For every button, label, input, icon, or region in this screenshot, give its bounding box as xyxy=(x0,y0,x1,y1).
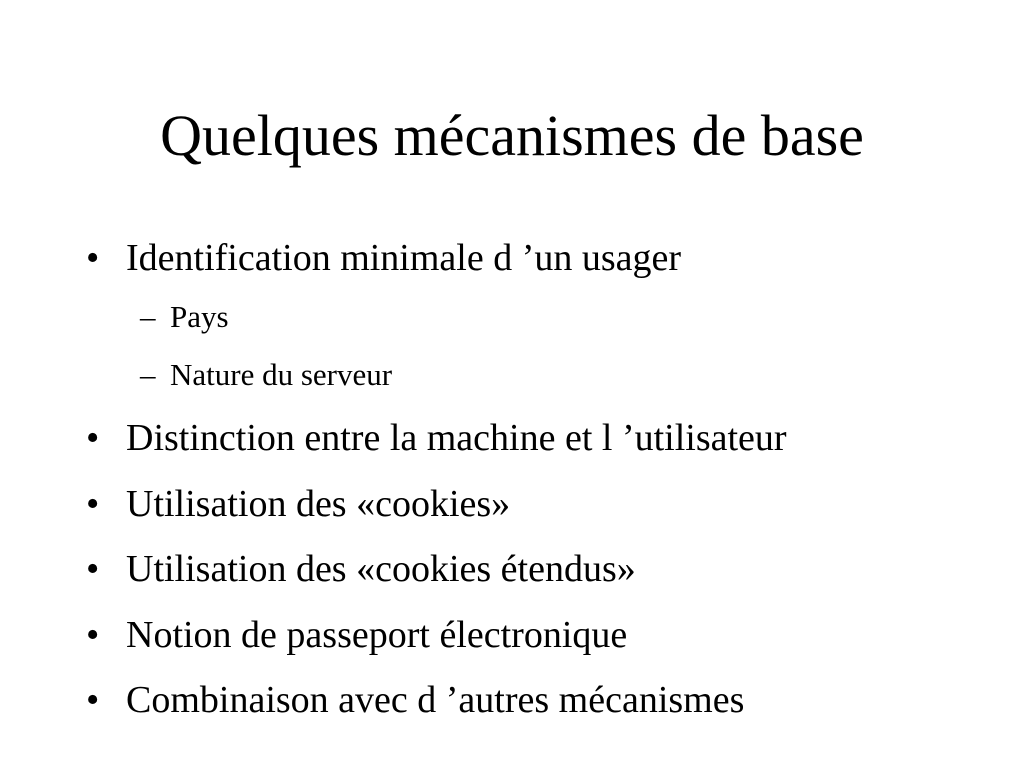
sub-bullet-item xyxy=(140,299,229,335)
bullet-item xyxy=(86,482,510,526)
bullet-item xyxy=(86,236,681,280)
bullet-item xyxy=(86,416,787,460)
bullet-text: Identification minimale d ’un usager xyxy=(126,237,682,279)
bullet-marker: • xyxy=(86,417,100,459)
bullet-item xyxy=(86,613,627,657)
bullet-text: Notion de passeport électronique xyxy=(126,614,628,656)
sub-bullet-marker: – xyxy=(140,299,156,334)
sub-bullet-marker: – xyxy=(140,357,156,392)
bullet-marker: • xyxy=(86,548,100,590)
bullet-text: Utilisation des «cookies» xyxy=(126,483,511,525)
sub-bullet-item xyxy=(140,357,392,393)
bullet-marker: • xyxy=(86,614,100,656)
bullet-marker: • xyxy=(86,483,100,525)
sub-bullet-text: Nature du serveur xyxy=(170,357,393,392)
sub-bullet-text: Pays xyxy=(170,299,229,334)
bullet-item xyxy=(86,678,744,722)
slide-title: Quelques mécanismes de base xyxy=(160,103,864,168)
bullet-text: Combinaison avec d ’autres mécanismes xyxy=(126,679,745,721)
bullet-item xyxy=(86,547,636,591)
bullet-marker: • xyxy=(86,237,100,279)
bullet-marker: • xyxy=(86,679,100,721)
bullet-text: Utilisation des «cookies étendus» xyxy=(126,548,636,590)
bullet-text: Distinction entre la machine et l ’utilisateur xyxy=(126,417,787,459)
